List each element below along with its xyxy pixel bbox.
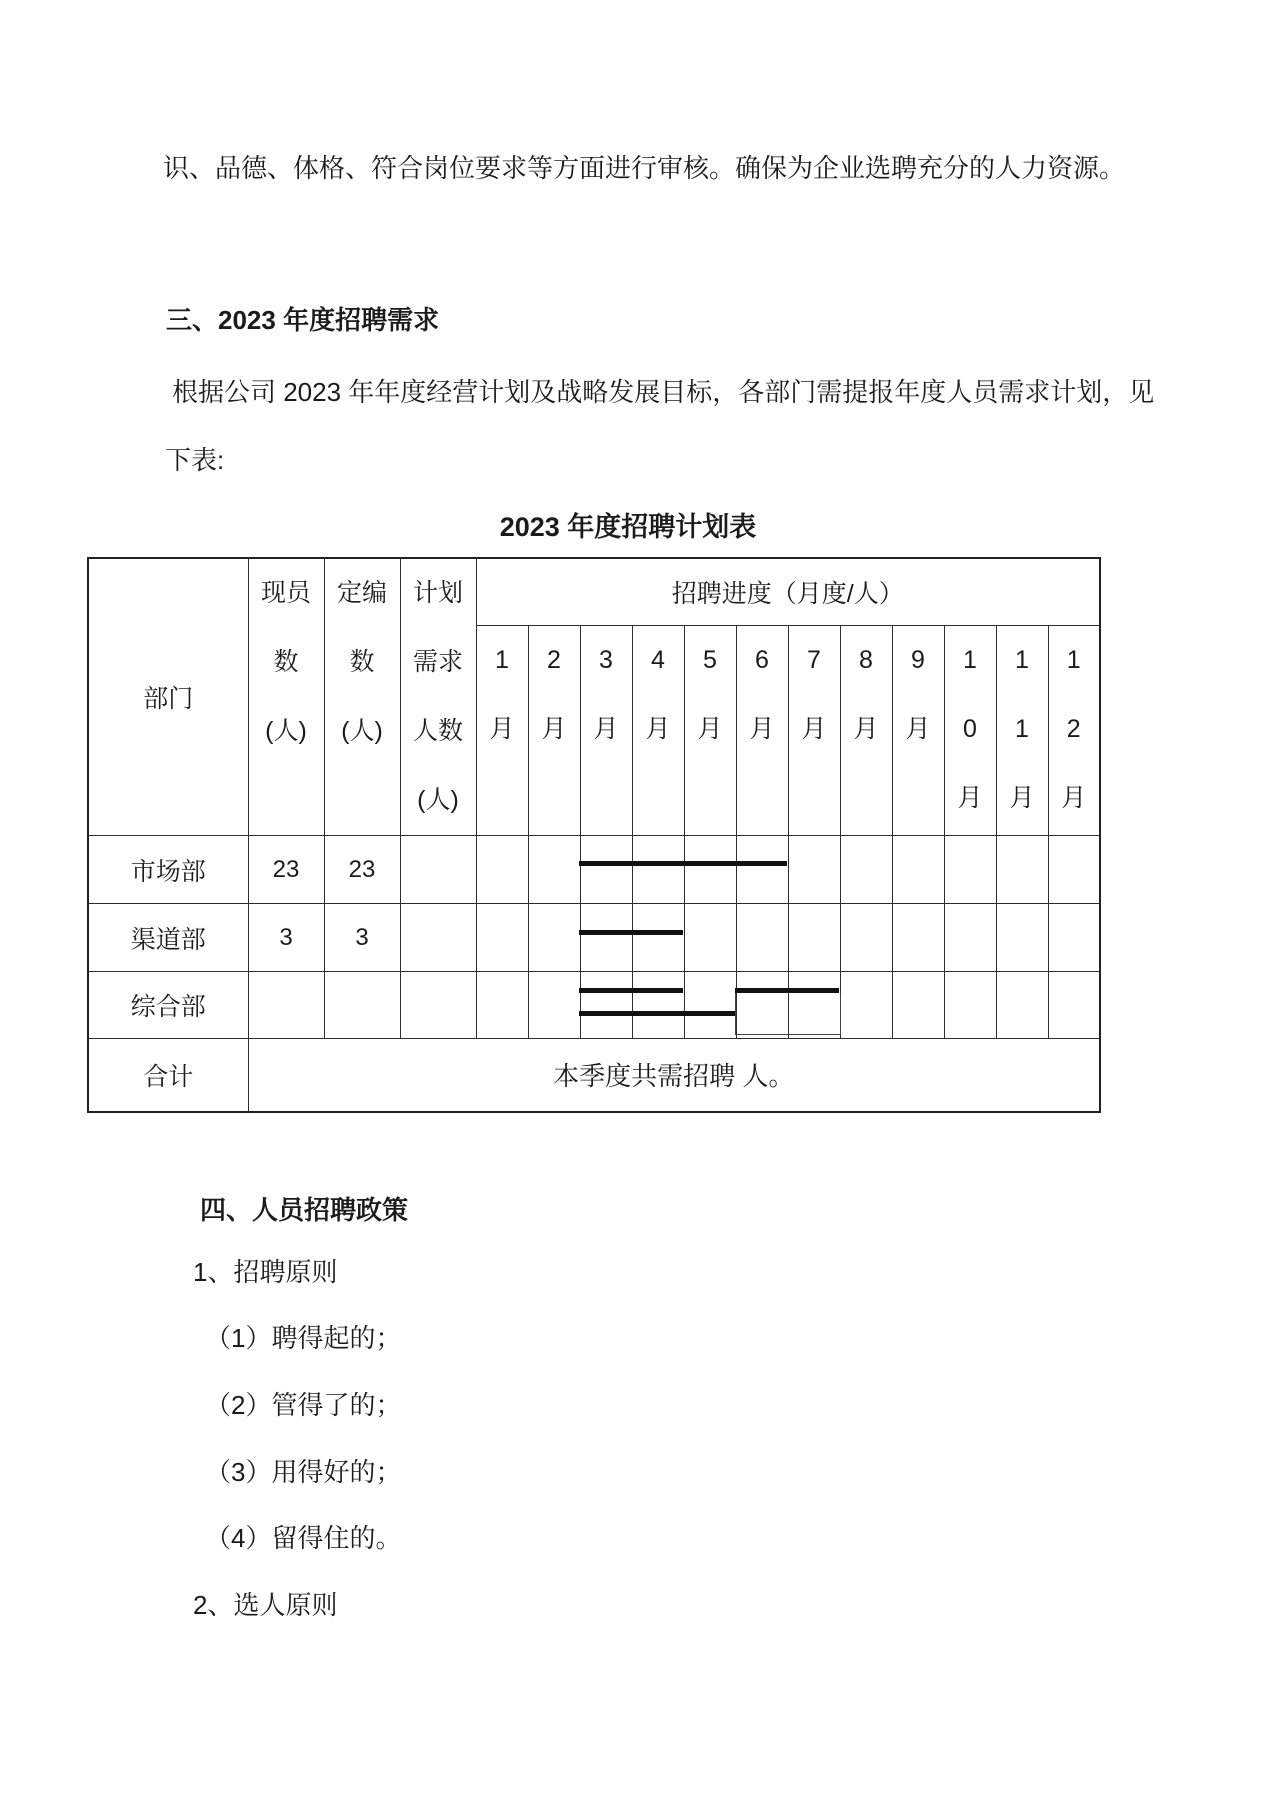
month-cell-3 — [580, 904, 632, 972]
month-cell-4 — [632, 972, 684, 1039]
month-header-10 — [944, 625, 996, 835]
month-cell-5 — [684, 904, 736, 972]
month-cell-8 — [840, 904, 892, 972]
planned-need — [400, 972, 476, 1039]
planned-need — [400, 904, 476, 972]
month-cell-12 — [1048, 836, 1100, 904]
policy-item-1: 1、招聘原则 — [193, 1257, 338, 1287]
month-header-char: 4 — [651, 645, 665, 674]
month-cell-11 — [996, 972, 1048, 1039]
month-header-char: 月 — [489, 714, 515, 743]
month-cell-2 — [528, 904, 580, 972]
authorized-count — [324, 972, 400, 1039]
month-header-6 — [736, 625, 788, 835]
month-header-5 — [684, 625, 736, 835]
month-header-4 — [632, 625, 684, 835]
month-cell-7 — [788, 904, 840, 972]
month-header-char: 1 — [1066, 645, 1081, 674]
table-row — [88, 836, 1100, 904]
month-header-char: 月 — [697, 714, 723, 743]
month-cell-5 — [684, 836, 736, 904]
col-header-dept: 部门 — [88, 558, 248, 836]
month-header-char: 月 — [905, 714, 931, 743]
policy-item-6: 2、选人原则 — [193, 1590, 338, 1620]
month-cell-8 — [840, 836, 892, 904]
month-cell-12 — [1048, 904, 1100, 972]
month-cell-12 — [1048, 972, 1100, 1039]
month-header-char: 9 — [911, 645, 925, 674]
month-header-char: 月 — [749, 714, 775, 743]
section3-paragraph-line1: 根据公司 2023 年年度经营计划及战略发展目标，各部门需提报年度人员需求计划，见 — [172, 377, 1155, 407]
month-cell-8 — [840, 972, 892, 1039]
authorized-count: 23 — [324, 836, 400, 904]
section4-heading: 四、人员招聘政策 — [200, 1195, 409, 1225]
header-line: (人) — [341, 717, 383, 745]
total-label: 合计 — [88, 1039, 248, 1112]
month-cell-6 — [736, 972, 788, 1039]
month-cell-4 — [632, 836, 684, 904]
section3-heading: 三、2023 年度招聘需求 — [166, 305, 440, 335]
month-cell-2 — [528, 972, 580, 1039]
col-header-planned-need — [400, 558, 476, 836]
month-header-char: 月 — [853, 714, 879, 743]
policy-item-3: （2）管得了的； — [205, 1390, 402, 1420]
month-header-char: 2 — [547, 645, 561, 674]
month-header-char: 1 — [963, 645, 977, 674]
month-cell-9 — [892, 904, 944, 972]
month-header-char: 3 — [599, 645, 613, 674]
header-line: 现员 — [260, 579, 311, 607]
month-cell-5 — [684, 972, 736, 1039]
month-header-char: 7 — [807, 645, 821, 674]
month-cell-4 — [632, 904, 684, 972]
month-cell-10 — [944, 972, 996, 1039]
header-line: 数 — [273, 648, 299, 676]
total-text: 本季度共需招聘 人。 — [248, 1039, 1100, 1112]
header-line: (人) — [417, 786, 459, 814]
month-header-char: 月 — [1009, 783, 1035, 812]
month-header-7 — [788, 625, 840, 835]
total-row — [88, 1039, 1100, 1112]
month-cell-6 — [736, 836, 788, 904]
month-header-2 — [528, 625, 580, 835]
month-cell-6 — [736, 904, 788, 972]
planned-need — [400, 836, 476, 904]
policy-item-2: （1）聘得起的； — [205, 1323, 402, 1353]
month-header-8 — [840, 625, 892, 835]
header-line: 定编 — [336, 579, 387, 607]
month-cell-3 — [580, 972, 632, 1039]
current-count: 3 — [248, 904, 324, 972]
month-cell-9 — [892, 972, 944, 1039]
header-line: 需求 — [412, 648, 463, 676]
month-cell-9 — [892, 836, 944, 904]
table-row — [88, 904, 1100, 972]
section3-paragraph-line2: 下表: — [165, 445, 225, 475]
month-header-12 — [1048, 625, 1100, 835]
month-header-1 — [476, 625, 528, 835]
month-cell-11 — [996, 836, 1048, 904]
table-title: 2023 年度招聘计划表 — [499, 512, 757, 542]
header-line: 数 — [349, 648, 375, 676]
recruitment-plan-table — [87, 557, 1099, 1105]
month-header-char: 5 — [703, 645, 717, 674]
month-header-char: 1 — [495, 645, 509, 674]
month-header-char: 0 — [963, 714, 977, 743]
month-header-char: 月 — [1061, 783, 1087, 812]
policy-item-4: （3）用得好的； — [205, 1457, 402, 1487]
header-line: (人) — [265, 717, 307, 745]
header-line: 计划 — [412, 579, 463, 607]
month-cell-10 — [944, 836, 996, 904]
month-cell-1 — [476, 904, 528, 972]
month-header-char: 月 — [957, 783, 983, 812]
dept-name: 市场部 — [88, 836, 248, 904]
month-cell-10 — [944, 904, 996, 972]
month-header-char: 1 — [1015, 645, 1029, 674]
intro-line: 识、品德、体格、符合岗位要求等方面进行审核。确保为企业选聘充分的人力资源。 — [163, 153, 1126, 183]
col-header-authorized-count — [324, 558, 400, 836]
col-header-current-count — [248, 558, 324, 836]
month-header-char: 8 — [859, 645, 873, 674]
month-header-3 — [580, 625, 632, 835]
month-header-char: 月 — [541, 714, 567, 743]
month-cell-1 — [476, 836, 528, 904]
dept-name: 渠道部 — [88, 904, 248, 972]
month-cell-7 — [788, 972, 840, 1039]
month-header-9 — [892, 625, 944, 835]
month-header-char: 2 — [1066, 714, 1081, 743]
col-header-progress-group: 招聘进度（月度/人） — [476, 558, 1100, 625]
policy-item-5: （4）留得住的。 — [205, 1523, 402, 1553]
current-count: 23 — [248, 836, 324, 904]
month-cell-3 — [580, 836, 632, 904]
month-header-11 — [996, 625, 1048, 835]
header-line: 人数 — [412, 717, 463, 745]
dept-name: 综合部 — [88, 972, 248, 1039]
authorized-count: 3 — [324, 904, 400, 972]
current-count — [248, 972, 324, 1039]
month-cell-7 — [788, 836, 840, 904]
month-header-char: 月 — [645, 714, 671, 743]
month-header-char: 1 — [1015, 714, 1029, 743]
month-header-char: 月 — [593, 714, 619, 743]
month-cell-1 — [476, 972, 528, 1039]
month-cell-2 — [528, 836, 580, 904]
month-header-char: 月 — [801, 714, 827, 743]
month-cell-11 — [996, 904, 1048, 972]
table-row — [88, 972, 1100, 1039]
month-header-char: 6 — [755, 645, 769, 674]
